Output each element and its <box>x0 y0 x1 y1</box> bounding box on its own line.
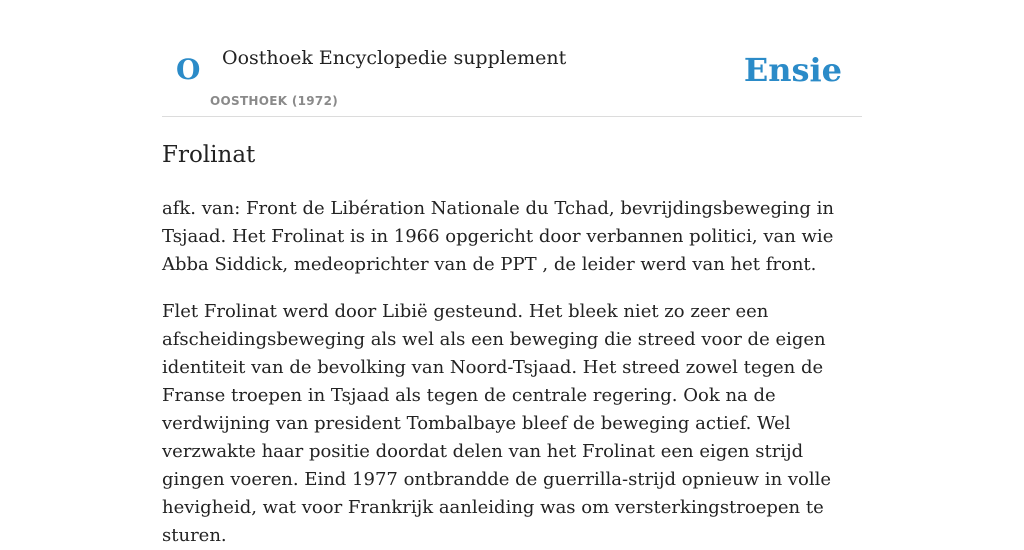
entry-paragraph: Flet Frolinat werd door Libië gesteund. Het bleek niet zo zeer een afscheidingsbeweging als wel als een beweging die streed voor de eigen identiteit van de bevolking van Noord-Tsjaad. Het streed zowel tegen de Franse troepen in Tsjaad als tegen de centrale regering. Ook na de verdwijning van president Tombalbaye bleef de beweging actief. Wel verzwakte haar positie doordat delen van het Frolinat een eigen strijd gingen voeren. Eind 1977 ontbrandde de guerrilla-strijd opnieuw in volle hevigheid, wat voor Frankrijk aanleiding was om versterkingstroepen te sturen. <box>162 301 832 546</box>
source-publisher-year: OOSTHOEK (1972) <box>210 94 339 108</box>
article-container <box>162 0 862 550</box>
source-book-title[interactable]: Oosthoek Encyclopedie supplement <box>222 47 567 69</box>
entry-title: Frolinat <box>162 142 256 168</box>
entry-paragraph: afk. van: Front de Libération Nationale du Tchad, bevrijdingsbeweging in Tsjaad. Het Frolinat is in 1966 opgericht door verbannen politici, van wie Abba Siddick, medeoprichter van de PPT , de leider werd van het front. <box>162 198 834 275</box>
source-initial-badge[interactable]: O <box>176 53 201 86</box>
site-logo[interactable]: Ensie <box>743 51 842 89</box>
source-header <box>162 0 862 117</box>
